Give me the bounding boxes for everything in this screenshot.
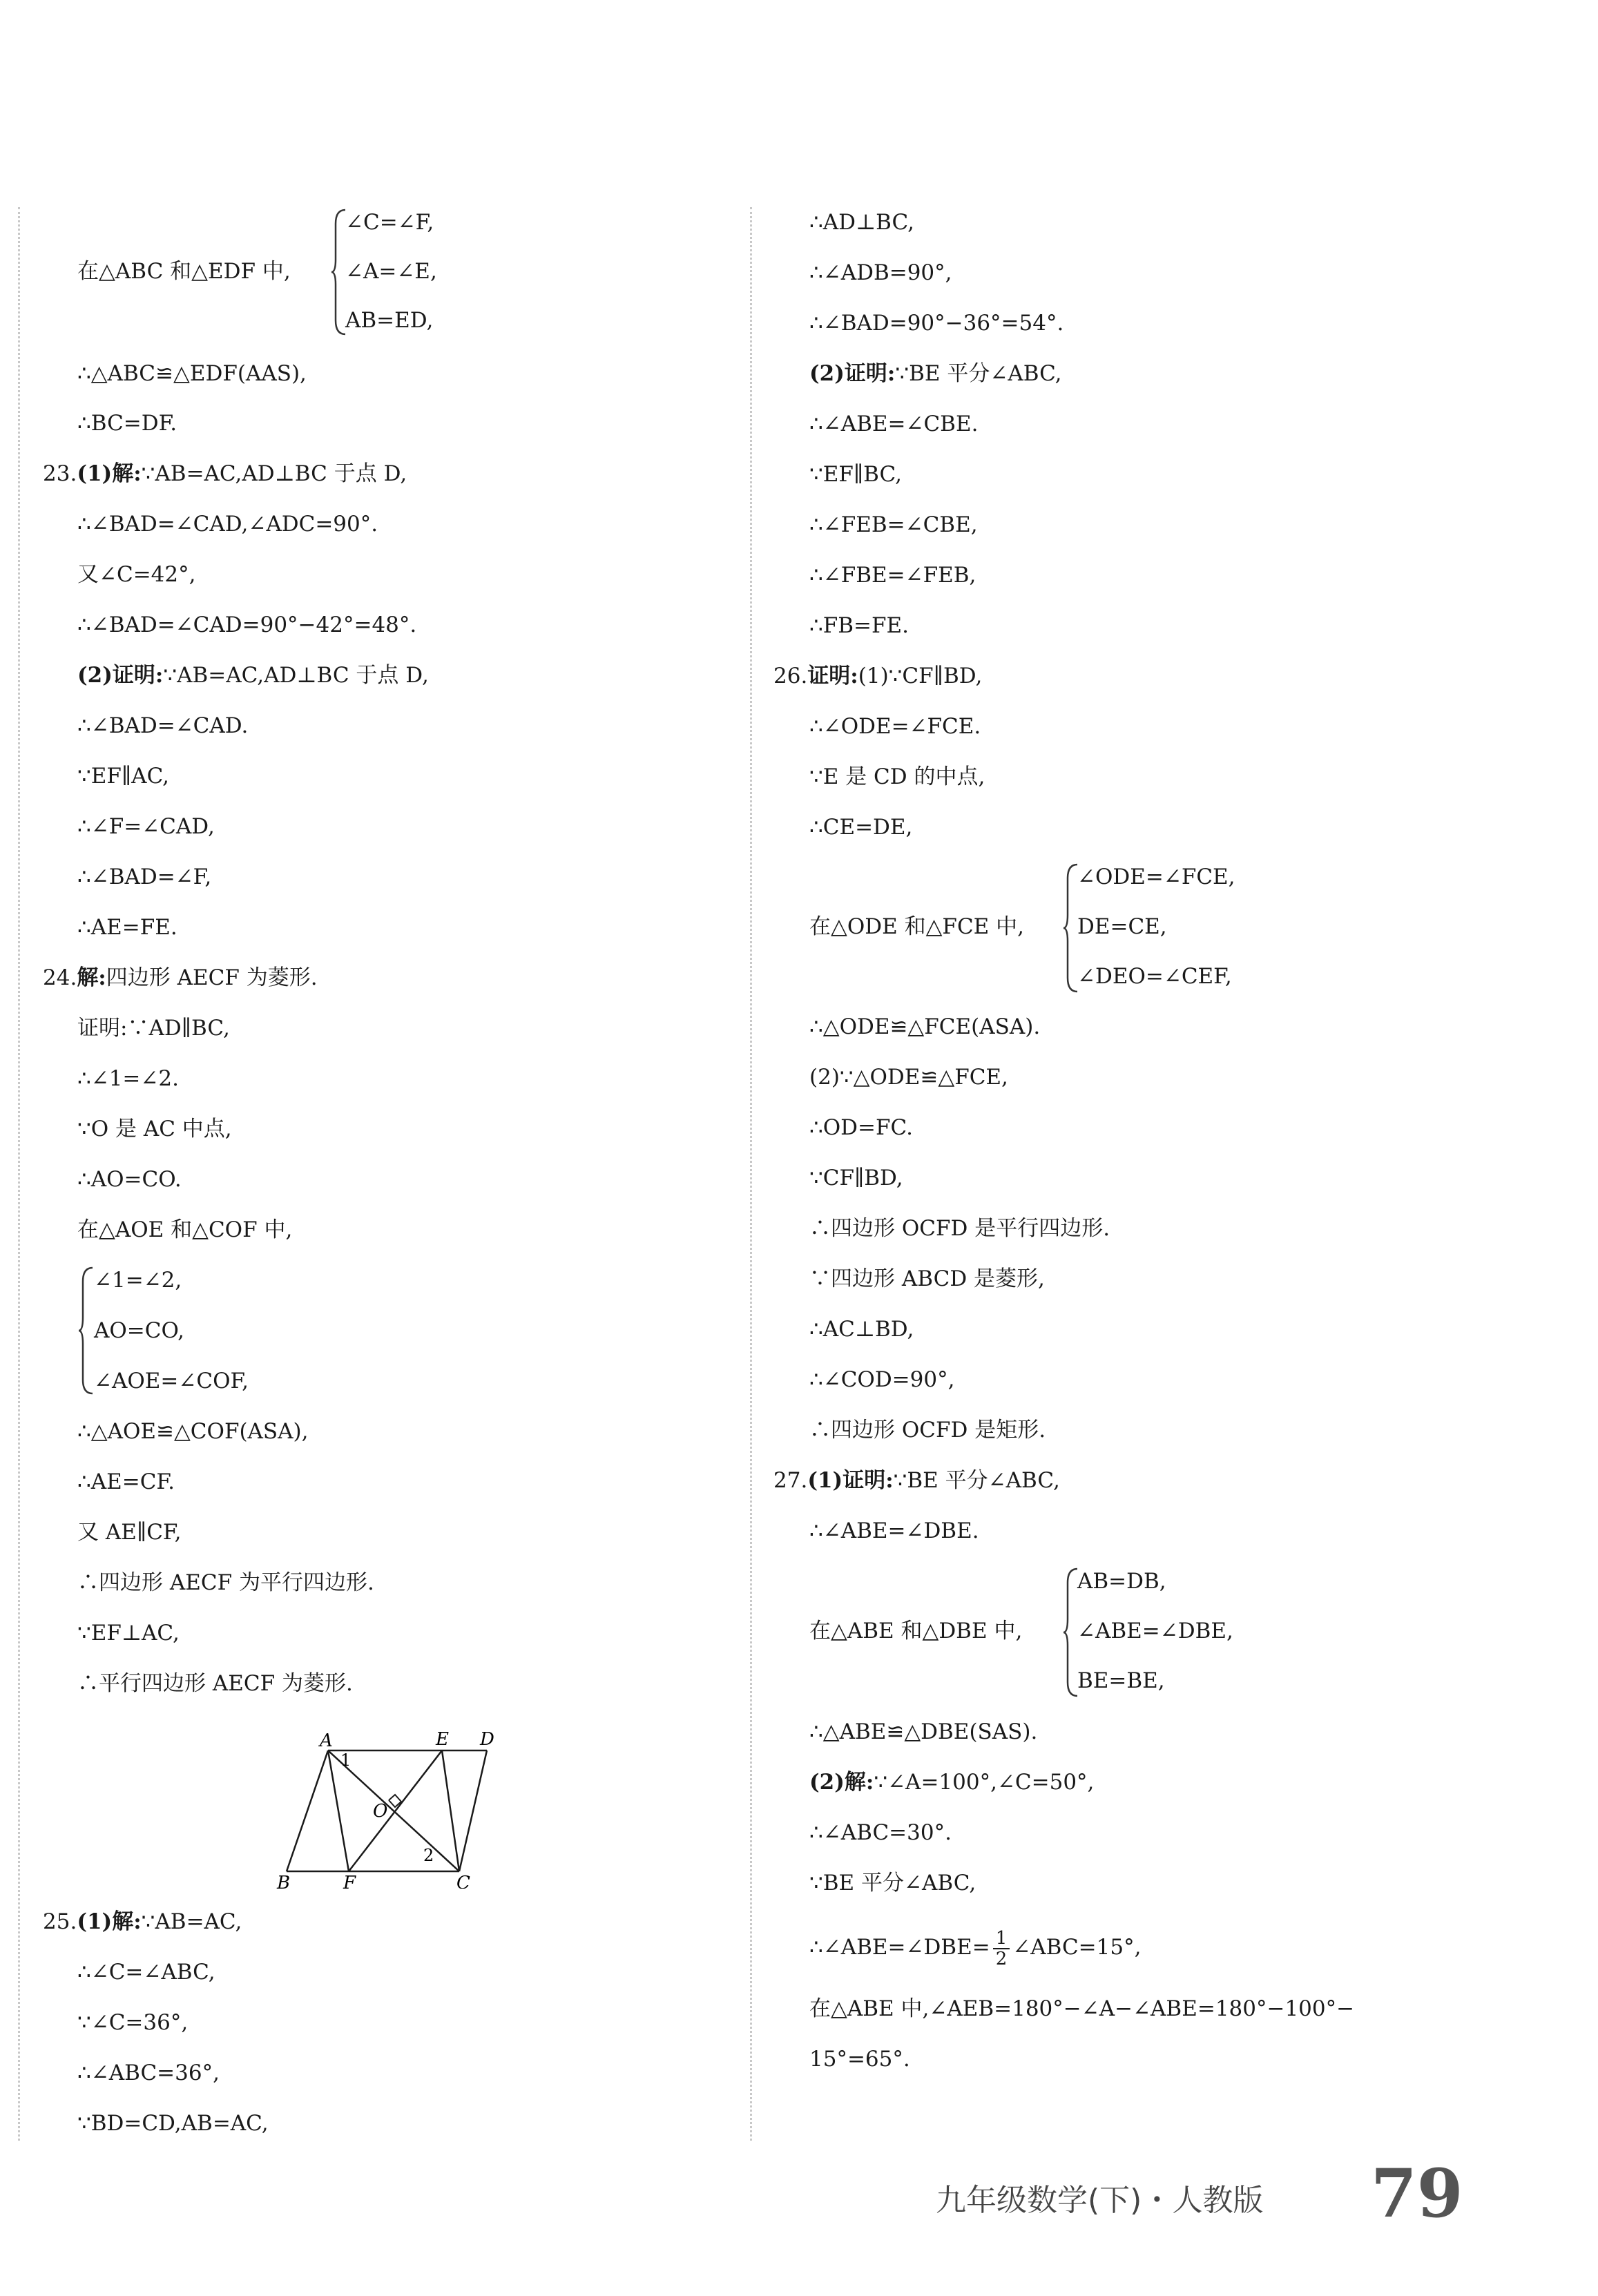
solution-line: ∴∠BAD=∠F, — [77, 865, 212, 889]
question-24 — [43, 964, 318, 992]
brace-item: AO=CO, — [94, 1318, 184, 1343]
part-text: ∵AB=AC, — [141, 1909, 242, 1934]
point-label-o: O — [373, 1801, 388, 1822]
solution-line: ∴∠F=∠CAD, — [77, 814, 215, 839]
solution-line: ∴∠C=∠ABC, — [77, 1960, 215, 1985]
point-label-c: C — [456, 1873, 470, 1889]
solution-line: ∵BD=CD,AB=AC, — [77, 2111, 269, 2136]
solution-line: ∴四边形 OCFD 是矩形. — [809, 1418, 1046, 1443]
brace-item: AB=ED, — [345, 308, 434, 333]
solution-line: ∴∠ABC=36°, — [77, 2061, 220, 2085]
solution-line: ∴AE=CF. — [77, 1469, 175, 1494]
segment-ec — [442, 1750, 459, 1871]
part-text: ∵BE 平分∠ABC, — [895, 361, 1062, 386]
part-label: 证明: — [807, 664, 858, 688]
solution-line: 证明:∵AD∥BC, — [77, 1016, 230, 1041]
solution-line: ∴∠ABC=30°. — [809, 1820, 952, 1845]
solution-line: ∵EF∥BC, — [809, 462, 903, 487]
brace-prefix-abe-dbe: 在△ABE 和△DBE 中, — [809, 1619, 1023, 1643]
brace-item: ∠DEO=∠CEF, — [1077, 964, 1232, 989]
part-label: (1)解: — [77, 1909, 142, 1934]
solution-line: ∴AO=CO. — [77, 1167, 182, 1192]
part-label: (2)解: — [809, 1770, 874, 1795]
segment-dc — [459, 1750, 487, 1871]
solution-line: ∴∠ABE=∠CBE. — [809, 412, 979, 436]
solution-line: 又 AE∥CF, — [77, 1520, 182, 1545]
part-text: ∵∠A=100°,∠C=50°, — [874, 1770, 1095, 1795]
solution-line: ∵CF∥BD, — [809, 1166, 903, 1190]
point-label-d: D — [480, 1729, 494, 1750]
brace-item: DE=CE, — [1077, 914, 1167, 939]
part-label: (1)解: — [77, 461, 142, 486]
question-number: 24. — [43, 965, 77, 990]
solution-line: ∴AD⊥BC, — [809, 210, 914, 235]
part-label: (2)证明: — [809, 361, 896, 386]
solution-line: ∴∠FBE=∠FEB, — [809, 563, 976, 588]
brace-item: ∠C=∠F, — [345, 210, 434, 235]
part-text: (1)∵CF∥BD, — [858, 664, 983, 688]
solution-line: ∵O 是 AC 中点, — [77, 1117, 232, 1141]
question-23 — [43, 460, 407, 488]
point-label-a: A — [320, 1730, 333, 1751]
brace-item: ∠ODE=∠FCE, — [1077, 865, 1235, 889]
brace-prefix-abc-edf: 在△ABC 和△EDF 中, — [77, 259, 291, 284]
fraction-denominator: 2 — [995, 1948, 1008, 1969]
solution-line-fraction — [809, 1927, 1141, 1968]
solution-line: ∴∠FEB=∠CBE, — [809, 512, 978, 537]
question-26 — [773, 662, 982, 690]
solution-line: ∴AE=FE. — [77, 915, 177, 940]
binding-margin-line — [18, 207, 20, 2141]
solution-line: ∴∠ADB=90°, — [809, 260, 952, 285]
brace-prefix-ode-fce: 在△ODE 和△FCE 中, — [809, 914, 1024, 939]
brace-item: ∠1=∠2, — [94, 1268, 182, 1293]
part-text: 四边形 AECF 为菱形. — [106, 965, 318, 990]
solution-line: ∴BC=DF. — [77, 411, 177, 436]
solution-line: ∵BE 平分∠ABC, — [809, 1871, 976, 1895]
fraction-prefix: ∴∠ABE=∠DBE= — [809, 1935, 990, 1960]
fraction-half — [993, 1929, 1010, 1969]
question-number: 23. — [43, 461, 77, 486]
part-label: 解: — [77, 965, 106, 990]
solution-line: (2)∵△ODE≌△FCE, — [809, 1065, 1008, 1090]
solution-line: ∴四边形 OCFD 是平行四边形. — [809, 1216, 1110, 1241]
solution-line: 15°=65°. — [809, 2047, 910, 2072]
solution-line: 在△AOE 和△COF 中, — [77, 1217, 293, 1242]
brace-item: AB=DB, — [1077, 1569, 1166, 1594]
brace-item: ∠A=∠E, — [345, 259, 437, 284]
brace-item: ∠ABE=∠DBE, — [1077, 1619, 1233, 1643]
solution-line: ∴OD=FC. — [809, 1115, 913, 1140]
point-label-b: B — [277, 1873, 291, 1889]
solution-line: ∴∠1=∠2. — [77, 1066, 179, 1091]
solution-line: ∴FB=FE. — [809, 613, 909, 638]
fraction-suffix: ∠ABC=15°, — [1012, 1935, 1142, 1960]
angle-label-2: 2 — [423, 1846, 434, 1865]
question-number: 25. — [43, 1909, 77, 1934]
solution-line: ∴∠COD=90°, — [809, 1367, 955, 1392]
solution-line: ∴AC⊥BD, — [809, 1317, 914, 1342]
brace-item: ∠AOE=∠COF, — [94, 1369, 249, 1393]
part-label: (1)证明: — [807, 1468, 894, 1493]
solution-line: 又∠C=42°, — [77, 562, 196, 587]
solution-line: ∵EF⊥AC, — [77, 1621, 180, 1646]
segment-ab — [287, 1750, 328, 1871]
solution-line: ∴△AOE≌△COF(ASA), — [77, 1419, 309, 1444]
question-number: 26. — [773, 664, 808, 688]
solution-line: ∴∠BAD=∠CAD,∠ADC=90°. — [77, 512, 378, 537]
solution-line: ∴△ABC≌△EDF(AAS), — [77, 361, 307, 386]
question-27 — [773, 1467, 1060, 1494]
solution-line: ∴∠ODE=∠FCE. — [809, 714, 981, 739]
solution-line: ∴平行四边形 AECF 为菱形. — [77, 1671, 353, 1696]
book-title: 九年级数学(下)・人教版 — [936, 2183, 1264, 2218]
solution-line: ∵四边形 ABCD 是菱形, — [809, 1266, 1045, 1291]
solution-line: ∴∠BAD=∠CAD. — [77, 713, 249, 738]
part-text: ∵BE 平分∠ABC, — [893, 1468, 1060, 1493]
solution-line: ∴∠BAD=∠CAD=90°−42°=48°. — [77, 612, 417, 637]
column-divider — [750, 207, 752, 2141]
solution-line: ∵E 是 CD 的中点, — [809, 764, 985, 789]
question-25 — [43, 1908, 242, 1936]
solution-line: ∴∠BAD=90°−36°=54°. — [809, 311, 1064, 336]
page-number: 79 — [1371, 2154, 1463, 2232]
solution-line: ∴△ABE≌△DBE(SAS). — [809, 1719, 1038, 1744]
solution-line: 在△ABE 中,∠AEB=180°−∠A−∠ABE=180°−100°− — [809, 1996, 1355, 2021]
point-label-f: F — [343, 1873, 356, 1889]
left-brace-icon — [77, 1265, 95, 1396]
geometry-figure — [273, 1723, 508, 1889]
fraction-numerator: 1 — [993, 1929, 1010, 1949]
point-label-e: E — [436, 1729, 449, 1750]
solution-line: ∴四边形 AECF 为平行四边形. — [77, 1570, 374, 1595]
part-text: ∵AB=AC,AD⊥BC 于点 D, — [163, 663, 429, 688]
solution-line: ∴△ODE≌△FCE(ASA). — [809, 1014, 1041, 1039]
solution-line: ∵∠C=36°, — [77, 2010, 189, 2035]
solution-line — [809, 360, 1062, 387]
angle-label-1: 1 — [340, 1750, 352, 1770]
question-number: 27. — [773, 1468, 808, 1493]
solution-line: ∴∠ABE=∠DBE. — [809, 1518, 979, 1543]
brace-item: BE=BE, — [1077, 1668, 1165, 1693]
solution-line — [809, 1768, 1094, 1796]
solution-line: ∵EF∥AC, — [77, 764, 170, 789]
solution-line: ∴CE=DE, — [809, 815, 913, 840]
part-text: ∵AB=AC,AD⊥BC 于点 D, — [141, 461, 407, 486]
part-label: (2)证明: — [77, 663, 164, 688]
solution-line — [77, 662, 429, 689]
